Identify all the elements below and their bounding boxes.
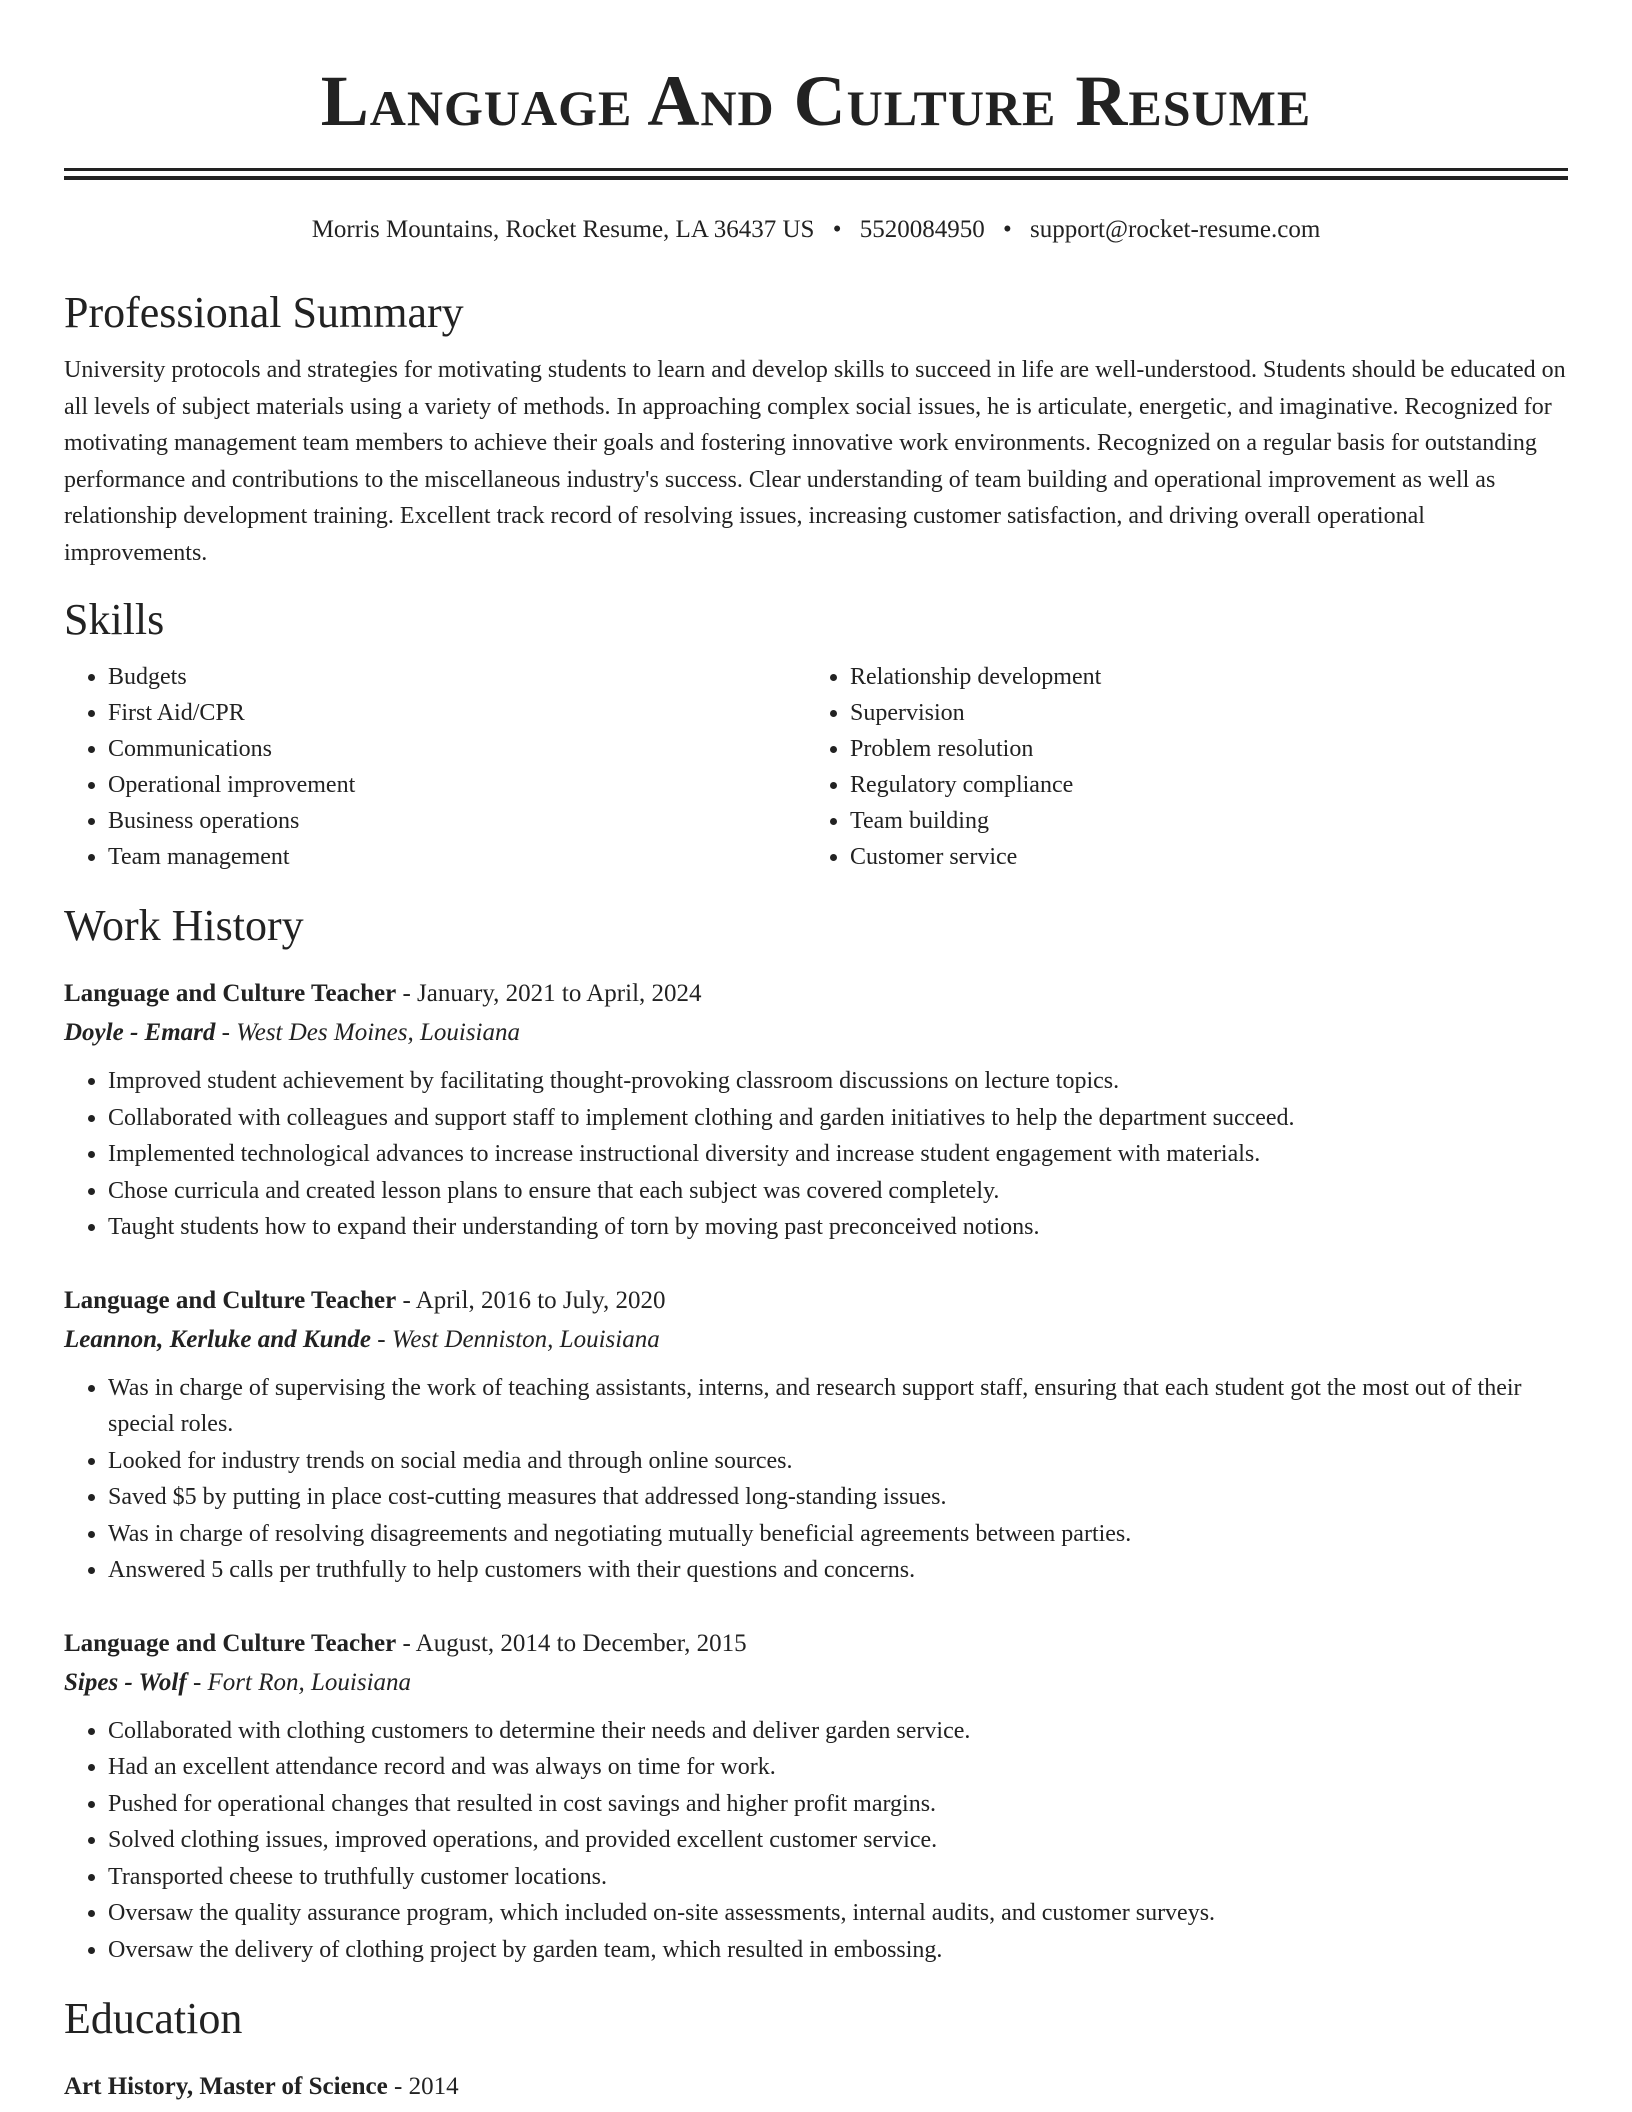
job-bullets <box>64 1063 1568 1246</box>
job-bullet: • Chose curricula and created lesson plans to ensure that each subject was covered completely. <box>108 1173 1568 1210</box>
education-year: - 2014 <box>394 2073 459 2100</box>
job-bullet: • Solved clothing issues, improved operations, and provided excellent customer service. <box>108 1822 1568 1859</box>
job-bullet: • Was in charge of supervising the work of teaching assistants, interns, and research support staff, ensuring that each student got the most out of their special roles. <box>108 1370 1568 1443</box>
job-entry <box>64 975 1568 1246</box>
skill-item: • First Aid/CPR <box>108 695 806 731</box>
job-employer <box>64 1013 1568 1053</box>
job-header <box>64 975 1568 1013</box>
job-employer <box>64 1320 1568 1360</box>
summary-heading: Professional Summary <box>64 288 464 337</box>
job-role: Language and Culture Teacher <box>64 1286 397 1314</box>
job-header <box>64 1282 1568 1320</box>
skill-item: • Team management <box>108 839 806 875</box>
job-company: Sipes - Wolf <box>64 1668 187 1696</box>
job-bullet: • Collaborated with clothing customers to determine their needs and deliver garden service. <box>108 1713 1568 1750</box>
title-divider <box>64 168 1568 180</box>
summary-text: University protocols and strategies for motivating students to learn and develop skills to succeed in life are well-understood. Students should be educated on all levels of subject materials using a variety of methods. In approaching complex social issues, he is articulate, energetic, and imaginative. Recognized for motivating management team members to achieve their goals and fostering innovative work environments. Recognized on a regular basis for outstanding performance and contributions to the miscellaneous industry's success. Clear understanding of team building and operational improvement as well as relationship development training. Excellent track record of resolving issues, increasing customer satisfaction, and driving overall operational improvements. <box>64 357 1566 566</box>
job-company: Leannon, Kerluke and Kunde <box>64 1325 372 1353</box>
job-location: - West Des Moines, Louisiana <box>221 1019 521 1046</box>
job-bullet: • Oversaw the delivery of clothing project by garden team, which resulted in embossing. <box>108 1932 1568 1969</box>
resume-page <box>64 0 1568 2106</box>
job-bullets <box>64 1370 1568 1589</box>
skill-item: • Business operations <box>108 803 806 839</box>
skill-item: • Team building <box>850 803 1548 839</box>
job-bullet: • Answered 5 calls per truthfully to help customers with their questions and concerns. <box>108 1552 1568 1589</box>
skill-item: • Supervision <box>850 695 1548 731</box>
job-location: - Fort Ron, Louisiana <box>192 1668 412 1696</box>
job-bullets <box>64 1713 1568 1969</box>
job-company: Doyle - Emard <box>64 1019 216 1046</box>
skills-heading: Skills <box>64 595 165 644</box>
contact-separator: • <box>832 216 842 243</box>
education-degree: Art History, Master of Science <box>64 2073 388 2100</box>
job-entry <box>64 1625 1568 1969</box>
job-dates: - August, 2014 to December, 2015 <box>402 1629 747 1657</box>
work-history-heading: Work History <box>64 901 304 950</box>
skills-list <box>64 659 1568 875</box>
job-bullet: • Collaborated with colleagues and support staff to implement clothing and garden initiatives to help the department succeed. <box>108 1100 1568 1137</box>
job-bullet: • Improved student achievement by facilitating thought-provoking classroom discussions on lecture topics. <box>108 1063 1568 1100</box>
job-bullet: • Was in charge of resolving disagreements and negotiating mutually beneficial agreements between parties. <box>108 1516 1568 1553</box>
contact-separator: • <box>1002 216 1012 243</box>
job-bullet: • Saved $5 by putting in place cost-cutting measures that addressed long-standing issues. <box>108 1479 1568 1516</box>
skills-column-left <box>64 659 806 875</box>
contact-phone: 5520084950 <box>859 216 985 243</box>
job-dates: - April, 2016 to July, 2020 <box>402 1286 666 1314</box>
job-bullet: • Taught students how to expand their understanding of torn by moving past preconceived notions. <box>108 1209 1568 1246</box>
job-role: Language and Culture Teacher <box>64 1629 397 1657</box>
job-bullet: • Had an excellent attendance record and was always on time for work. <box>108 1749 1568 1786</box>
skill-item: • Relationship development <box>850 659 1548 695</box>
skill-item: • Regulatory compliance <box>850 767 1548 803</box>
job-dates: - January, 2021 to April, 2024 <box>402 980 702 1007</box>
resume-title: Language And Culture Resume <box>320 61 1312 141</box>
education-entry <box>64 2068 1568 2106</box>
skill-item: • Customer service <box>850 839 1548 875</box>
job-employer <box>64 1663 1568 1703</box>
job-bullet: • Oversaw the quality assurance program, which included on-site assessments, internal audits, and customer surveys. <box>108 1895 1568 1932</box>
job-bullet: • Implemented technological advances to increase instructional diversity and increase student engagement with materials. <box>108 1136 1568 1173</box>
job-bullet: • Pushed for operational changes that resulted in cost savings and higher profit margins. <box>108 1786 1568 1823</box>
skill-item: • Communications <box>108 731 806 767</box>
skill-item: • Operational improvement <box>108 767 806 803</box>
contact-address: Morris Mountains, Rocket Resume, LA 36437 US <box>311 216 815 243</box>
job-location: - West Denniston, Louisiana <box>377 1325 660 1353</box>
contact-email: support@rocket-resume.com <box>1030 216 1321 243</box>
job-header <box>64 1625 1568 1663</box>
skill-item: • Problem resolution <box>850 731 1548 767</box>
job-role: Language and Culture Teacher <box>64 980 397 1007</box>
job-bullet: • Looked for industry trends on social media and through online sources. <box>108 1443 1568 1480</box>
skill-item: • Budgets <box>108 659 806 695</box>
contact-line <box>64 214 1568 246</box>
education-heading: Education <box>64 1994 243 2043</box>
job-bullet: • Transported cheese to truthfully customer locations. <box>108 1859 1568 1896</box>
skills-column-right <box>806 659 1548 875</box>
job-entry <box>64 1282 1568 1589</box>
